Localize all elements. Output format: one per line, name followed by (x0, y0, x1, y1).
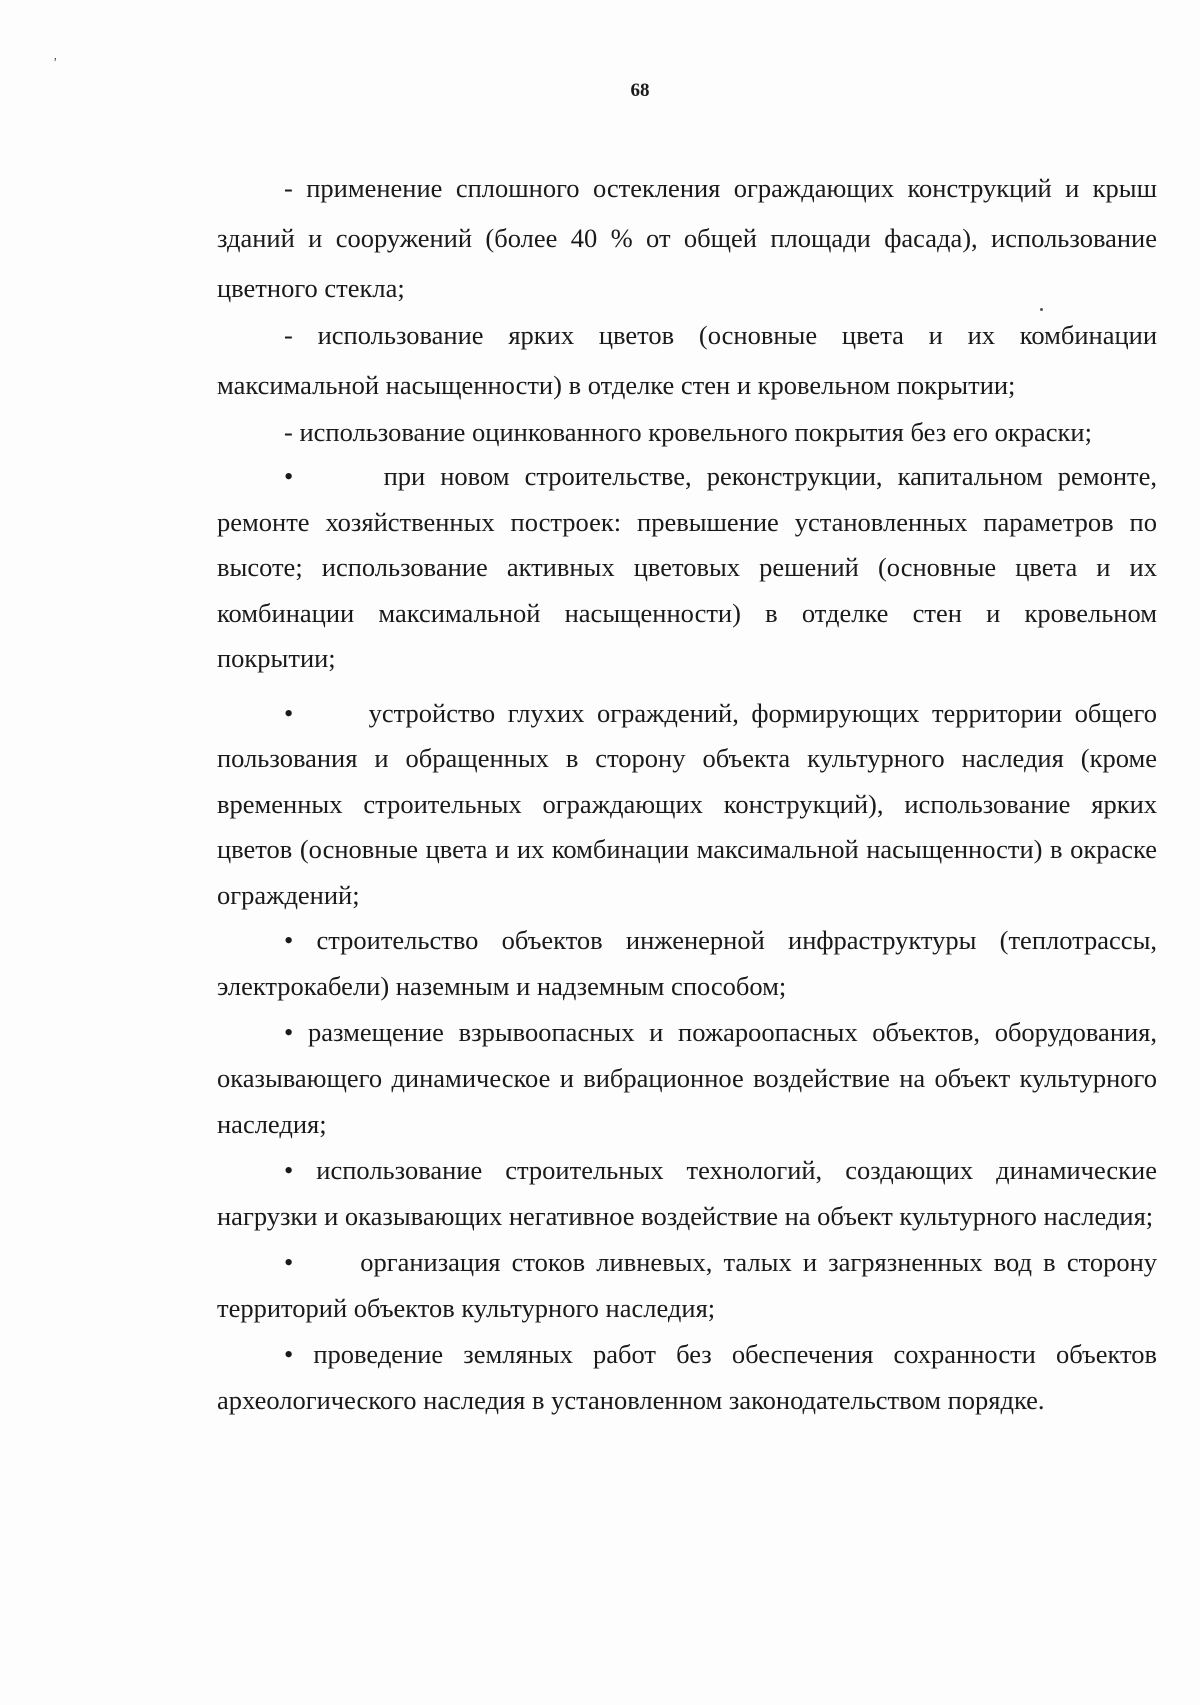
document-body (217, 163, 1164, 1423)
paragraph-engineering-infrastructure: • строительство объектов инженерной инфраструктуры (теплотрассы, электрокабели) наземным и надземным способом; (217, 925, 1164, 1001)
page-number: 68 (630, 80, 650, 101)
corner-mark: ' (53, 56, 56, 71)
paragraph-glazing: - применение сплошного остекления ограждающих конструкций и крыш зданий и сооружений (более 40 % от общей площади фасада), использование цветного стекла; (217, 173, 1164, 303)
paragraph-solid-fences: • устройство глухих ограждений, формирующих территории общего пользования и обращенных в сторону объекта культурного наследия (кроме временных строительных ограждающих конструкций), использование ярких цветов (основные цвета и их комбинации максимальной насыщенности) в окраске ограждений; (217, 697, 1164, 910)
paragraph-explosive-objects: • размещение взрывоопасных и пожароопасных объектов, оборудования, оказывающего динамическое и вибрационное воздействие на объект культурного наследия; (217, 1017, 1164, 1139)
paragraph-bright-colors: - использование ярких цветов (основные цвета и их комбинации максимальной насыщенности) в отделке стен и кровельном покрытии; (217, 320, 1164, 400)
paragraph-new-construction: • при новом строительстве, реконструкции, капитальном ремонте, ремонте хозяйственных построек: превышение установленных параметров по высоте; использование активных цветовых решений (основные цвета и их комбинации максимальной насыщенности) в отделке стен и кровельном покрытии; (217, 461, 1164, 673)
paragraph-water-drainage: • организация стоков ливневых, талых и загрязненных вод в сторону территорий объектов культурного наследия; (217, 1247, 1164, 1323)
paragraph-galvanized-roof: - использование оцинкованного кровельного покрытия без его окраски; (284, 417, 1092, 447)
paragraph-earthworks: • проведение земляных работ без обеспечения сохранности объектов археологического наследия в установленном законодательством порядке. (217, 1339, 1164, 1415)
paragraph-construction-technologies: • использование строительных технологий, создающих динамические нагрузки и оказывающих негативное воздействие на объект культурного наследия; (217, 1155, 1164, 1231)
